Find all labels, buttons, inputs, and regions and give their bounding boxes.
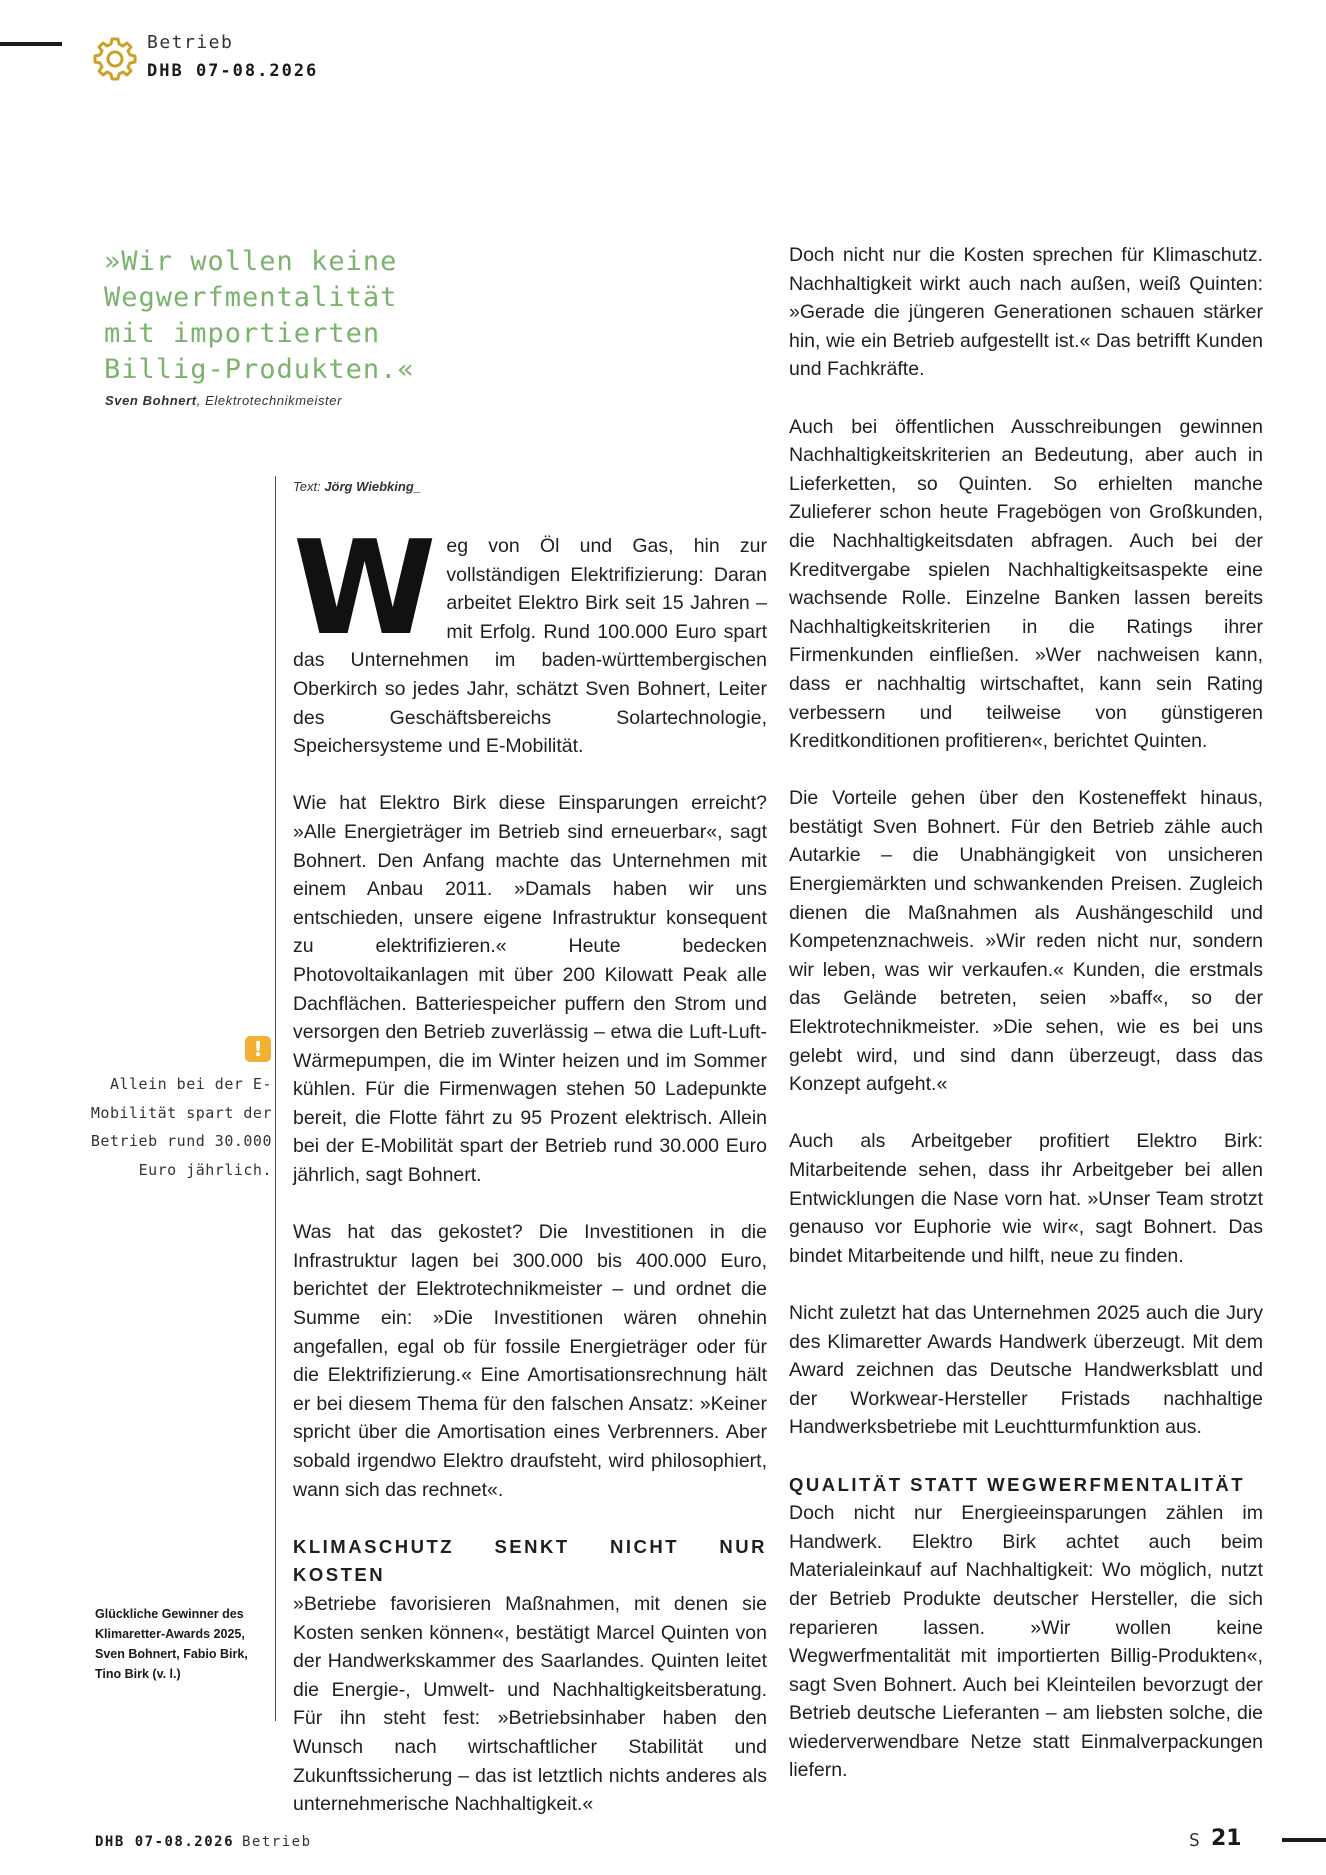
quote-attribution-name: Sven Bohnert bbox=[105, 393, 197, 408]
side-note: Allein bei der E-Mobilität spart der Betrieb rund 30.000 Euro jährlich. bbox=[90, 1075, 272, 1179]
footer-rule bbox=[1282, 1838, 1326, 1842]
footer-section: Betrieb bbox=[242, 1834, 312, 1850]
intro-text: eg von Öl und Gas, hin zur vollständigen Elektrifizierung: Daran arbeitet Elektro Birk seit 15 Jahren – mit Erfolg. Rund 100.000 Euro spart das Unternehmen im baden-württembergischen Oberkirch so jedes Jahr, schätzt Sven Bohnert, Leiter des Geschäftsbereichs Solartechnologie, Speichersysteme und E-Mobilität. bbox=[293, 535, 767, 758]
header-rule bbox=[0, 42, 62, 46]
gear-icon bbox=[92, 36, 138, 82]
photo-caption: Glückliche Gewinner des Klimaretter-Awards 2025, Sven Bohnert, Fabio Birk, Tino Birk (v. l.) bbox=[95, 1607, 248, 1681]
article-paragraph: Doch nicht nur Energieeinsparungen zählen im Handwerk. Elektro Birk achtet auch beim Materialeinkauf auf Nachhaltigkeit: Wo möglich, nutzt der Betrieb Produkte deutscher Hersteller, die sich reparieren lassen. »Wir wollen keine Wegwerfmentalität mit importierten Billig-Produkten«, sagt Sven Bohnert. Auch bei Kleinteilen bevorzugt der Betrieb deutsche Lieferanten – am liebsten solche, die wiederverwendbare Netze statt Einmalverpackungen liefern. bbox=[789, 1502, 1263, 1782]
footer-issue: DHB 07-08.2026 bbox=[95, 1834, 235, 1850]
page-number: 21 bbox=[1211, 1826, 1242, 1851]
article-paragraph: »Betriebe favorisieren Maßnahmen, mit denen sie Kosten senken können«, bestätigt Marcel Quinten von der Handwerkskammer des Saarlandes. Quinten leitet die Energie-, Umwelt- und Nachhaltigkeitsberatung. Für ihn steht fest: »Betriebsinhaber haben den Wunsch nach wirtschaftlicher Stabilität und Zukunftssicherung – das ist letztlich nichts anderes als unternehmerische Nachhaltigkeit.« bbox=[293, 1592, 767, 1816]
article-paragraph: Nicht zuletzt hat das Unternehmen 2025 auch die Jury des Klimaretter Awards Handwerk überzeugt. Mit dem Award zeichnen das Deutsche Handwerksblatt und der Workwear-Hersteller Fristads nachhaltige Handwerksbetriebe mit Leuchtturmfunktion aus. bbox=[789, 1301, 1263, 1439]
article-column-middle bbox=[293, 512, 767, 1847]
article-column-right bbox=[789, 241, 1263, 1814]
byline bbox=[293, 479, 421, 494]
pull-quote: »Wir wollen keine Wegwerfmentalität mit importierten Billig-Produkten.« bbox=[104, 246, 415, 385]
subheading: KLIMASCHUTZ SENKT NICHT NUR KOSTEN bbox=[293, 1535, 767, 1586]
column-divider bbox=[275, 476, 276, 1721]
header-section: Betrieb bbox=[147, 32, 234, 53]
byline-author: Jörg Wiebking_ bbox=[324, 479, 422, 494]
exclamation-icon: ! bbox=[245, 1036, 271, 1062]
article-paragraph: Auch bei öffentlichen Ausschreibungen gewinnen Nachhaltigkeitskriterien an Bedeutung, aber auch in Lieferketten, so Quinten. So erhielten manche Zulieferer schon heute Fragebögen von Großkunden, die Nachhaltigkeitsdaten abfragen. Auch bei der Kreditvergabe spielen Nachhaltigkeitsaspekte eine wachsende Rolle. Einzelne Banken lassen bereits Nachhaltigkeitskriterien in die Ratings ihrer Firmenkunden einfließen. »Wer nachweisen kann, dass er nachhaltig wirtschaftet, kann sein Rating verbessern und teilweise von günstigeren Kreditkonditionen profitieren«, berichtet Quinten. bbox=[789, 415, 1263, 753]
article-paragraph: Die Vorteile gehen über den Kosteneffekt hinaus, bestätigt Sven Bohnert. Für den Betrieb zähle auch Autarkie – die Unabhängigkeit von unsicheren Energiemärkten und schwankenden Preisen. Zugleich dienen die Maßnahmen als Aushängeschild und Kompetenznachweis. »Wir reden nicht nur, sondern wir leben, was wir verkaufen.« Kunden, die erstmals das Gelände betreten, seien »baff«, so der Elektrotechnikmeister. »Die sehen, wie es bei uns gelebt wird, und sind dann überzeugt, dass das Konzept aufgeht.« bbox=[789, 787, 1263, 1096]
article-paragraph: Doch nicht nur die Kosten sprechen für Klimaschutz. Nachhaltigkeit wirkt auch nach außen, weiß Quinten: »Gerade die jüngeren Generationen schauen stärker hin, wie ein Betrieb aufgestellt ist.« Das betrifft Kunden und Fachkräfte. bbox=[789, 244, 1263, 381]
byline-label: Text: bbox=[293, 479, 325, 494]
subheading: QUALITÄT STATT WEGWERFMENTALITÄT bbox=[789, 1473, 1246, 1495]
article-paragraph: Wie hat Elektro Birk diese Einsparungen erreicht? »Alle Energieträger im Betrieb sind erneuerbar«, sagt Bohnert. Den Anfang machte das Unternehmen mit einem Anbau 2011. »Damals haben wir uns entschieden, unsere eigene Infrastruktur konsequent zu elektrifizieren.« Heute bedecken Photovoltaikanlagen mit über 200 Kilowatt Peak alle Dachflächen. Batteriespeicher puffern den Strom und versorgen den Betrieb zuverlässig – etwa die Luft-Luft-Wärmepumpen, die im Winter heizen und im Sommer kühlen. Für die Firmenwagen stehen 50 Ladepunkte bereit, die Flotte fährt zu 95 Prozent elektrisch. Allein bei der E-Mobilität spart der Betrieb rund 30.000 Euro jährlich, sagt Bohnert. bbox=[293, 792, 767, 1187]
article-intro bbox=[293, 512, 767, 761]
page-prefix: S bbox=[1189, 1830, 1200, 1851]
dropcap: W bbox=[293, 512, 437, 664]
article-paragraph: Was hat das gekostet? Die Investitionen in die Infrastruktur lagen bei 300.000 bis 400.000 Euro, berichtet der Elektrotechnikmeister – und ordnet die Summe ein: »Die Investitionen wären ohnehin angefallen, egal ob für fossile Energieträger oder für die Elektrifizierung.« Eine Amortisationsrechnung hält er bei diesem Thema für den falschen Ansatz: »Keiner spricht über die Amortisation eines Verbrenners. Aber sobald irgendwo Elektro draufsteht, wird philosophiert, wann sich das rechnet«. bbox=[293, 1221, 767, 1501]
quote-attribution-role: , Elektrotechnikmeister bbox=[196, 393, 343, 408]
header-issue: DHB 07-08.2026 bbox=[147, 61, 319, 81]
article-paragraph: Auch als Arbeitgeber profitiert Elektro Birk: Mitarbeitende sehen, dass ihr Arbeitgeber bei allen Entwicklungen die Nase vorn hat. »Unser Team strotzt genauso vor Euphorie wie wir«, sagt Bohnert. Das bindet Mitarbeitende und hilft, neue zu finden. bbox=[789, 1130, 1263, 1267]
quote-attribution bbox=[105, 393, 342, 408]
